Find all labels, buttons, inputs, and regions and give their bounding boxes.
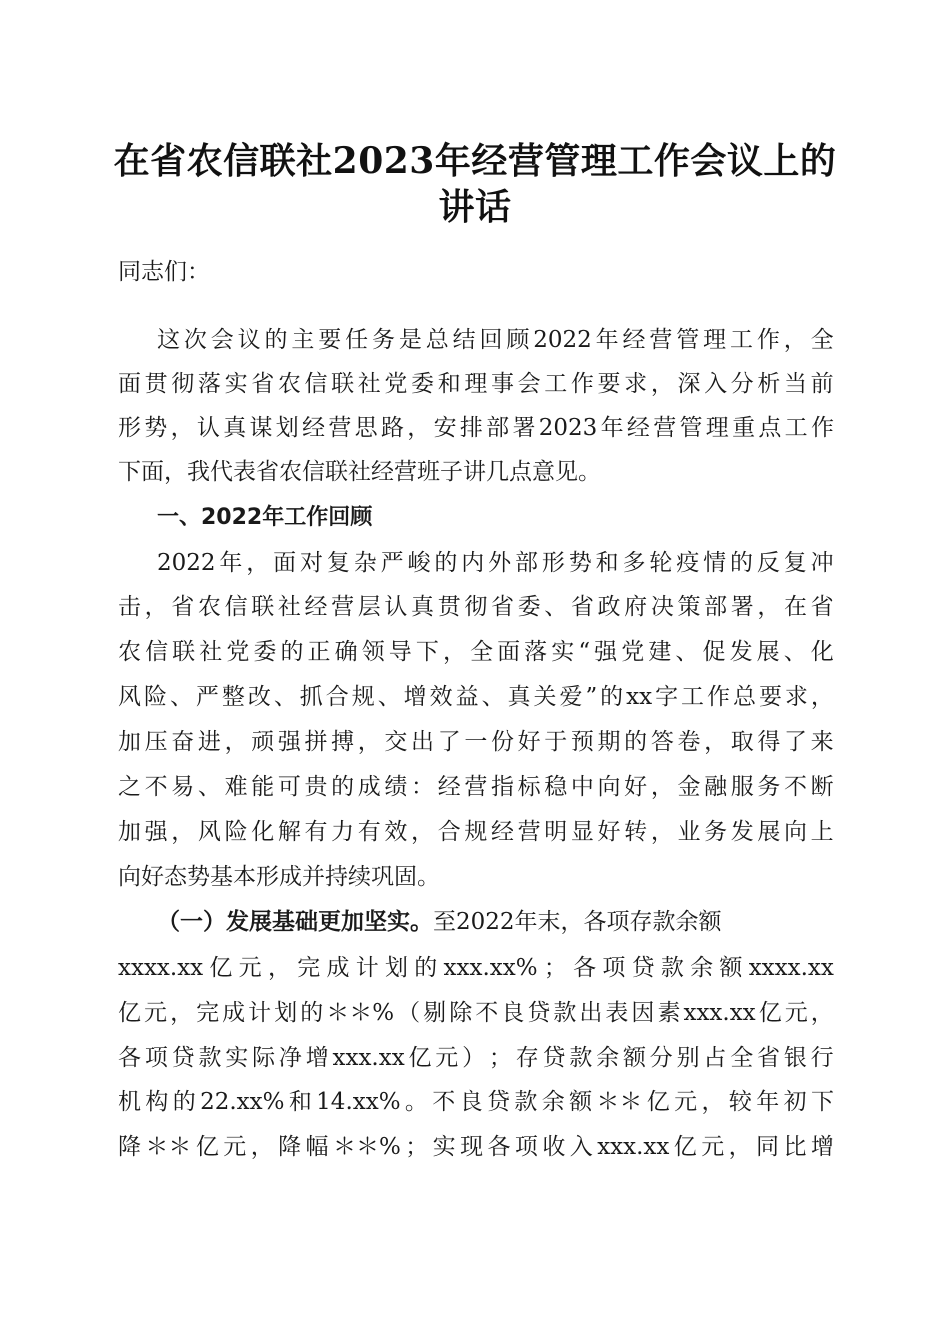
section-heading [157,496,834,540]
intro-line: 这 次 会 议 的 主 要 任 务 是 总 结 回 顾 2022 年 经 营 管 理 工 作 ， 全 [157,327,834,353]
subsection-first-rest: 至2022年末，各项存款余额 [433,909,722,935]
intro-line: 面 贯 彻 落 实 省 农 信 联 社 党 委 和 理 事 会 工 作 要 求 ， 深 入 分 析 当 前 [118,371,834,397]
review-line: 加 压 奋 进 ， 顽 强 拼 搏 ， 交 出 了 一 份 好 于 预 期 的 答 卷 ， 取 得 了 来 [118,729,834,755]
subsection-line: 各 项 贷 款 实 际 净 增 xxx.xx 亿 元 ） ； 存 贷 款 余 额 分 别 占 全 省 银 行 [118,1045,834,1071]
salutation [118,250,834,294]
review-line: 2022 年 ， 面 对 复 杂 严 峻 的 内 外 部 形 势 和 多 轮 疫 情 的 反 复 冲 [157,550,834,576]
document-title-line-1: 在省农信联社2023年经营管理工作会议上的 [113,140,837,182]
subsection-line: 降 ＊＊ 亿 元 ， 降 幅 ＊＊% ； 实 现 各 项 收 入 xxx.xx 亿 元 ， 同 比 增 [118,1134,834,1160]
section-heading-text: 一、2022年工作回顾 [157,505,373,530]
review-line: 风 险 、 严 整 改 、 抓 合 规 、 增 效 益 、 真 关 爱 ” 的 xx 字 工 作 总 要 求 ， [118,684,834,710]
review-line: 加 强 ， 风 险 化 解 有 力 有 效 ， 合 规 经 营 明 显 好 转 ， 业 务 发 展 向 上 [118,819,834,845]
subsection-line: 机 构 的 22.xx% 和 14.xx% 。 不 良 贷 款 余 额 ＊＊ 亿 元 ， 较 年 初 下 [118,1089,834,1115]
salutation-text: 同志们： [118,259,210,285]
review-line: 农 信 联 社 党 委 的 正 确 领 导 下 ， 全 面 落 实 “ 强 党 建 、 促 发 展 、 化 [118,639,834,665]
subsection-line: 亿 元 ， 完 成 计 划 的 ＊＊% （ 剔 除 不 良 贷 款 出 表 因 素 xxx.xx 亿 元 ， [118,1000,834,1026]
intro-line: 下面，我代表省农信联社经营班子讲几点意见。 [118,459,601,485]
subsection-first-line [157,900,834,944]
subsection-line: xxxx.xx 亿 元 ， 完 成 计 划 的 xxx.xx% ； 各 项 贷 款 余 额 xxxx.xx [118,955,834,981]
intro-line: 形 势 ， 认 真 谋 划 经 营 思 路 ， 安 排 部 署 2023 年 经 营 管 理 重 点 工 作 [118,415,834,441]
review-line: 向好态势基本形成并持续巩固。 [118,864,440,890]
document-title-line-2: 讲话 [438,186,512,228]
subsection-title: （一）发展基础更加坚实。 [157,908,433,935]
review-line: 之 不 易 、 难 能 可 贵 的 成 绩 ： 经 营 指 标 稳 中 向 好 ， 金 融 服 务 不 断 [118,774,834,800]
review-line: 击 ， 省 农 信 联 社 经 营 层 认 真 贯 彻 省 委 、 省 政 府 决 策 部 署 ， 在 省 [118,594,834,620]
